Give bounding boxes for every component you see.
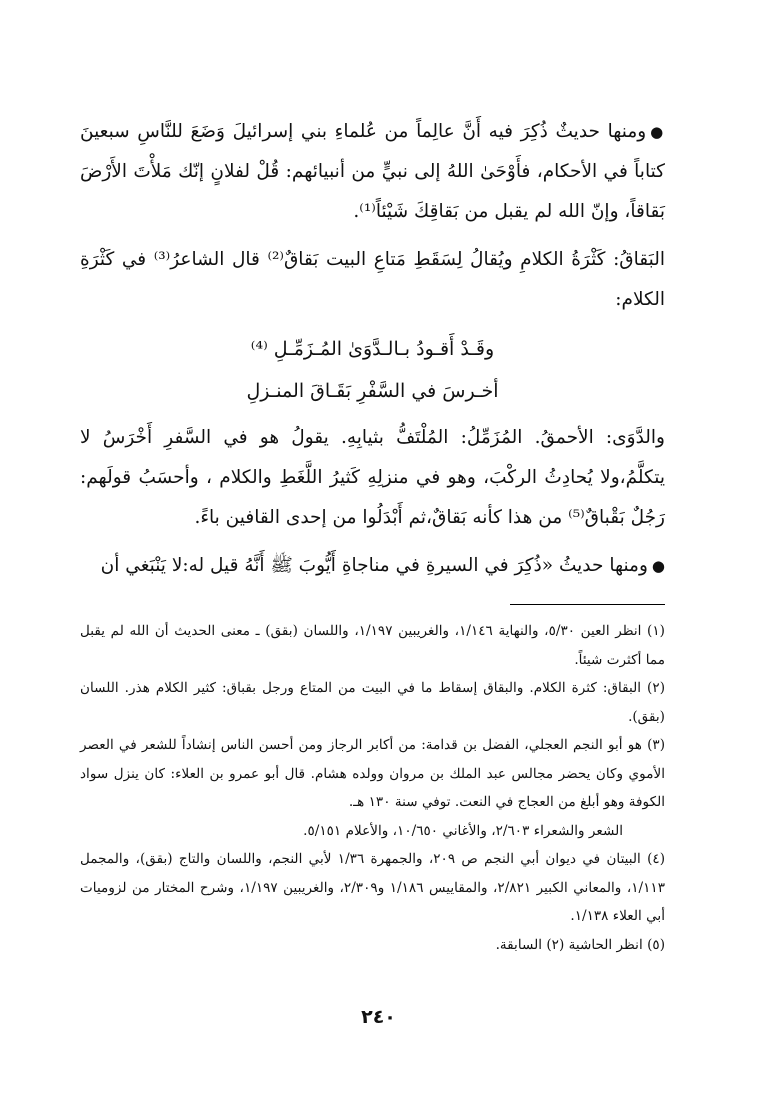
footnote-3-sources: الشعر والشعراء ٢/٦٠٣، والأغاني ١٠/٦٥٠، والأعلام ٥/١٥١. (303, 822, 623, 839)
footnote-2: (٢) البقاق: كثرة الكلام. والبقاق إسقاط ما في البيت من المتاع ورجل بقباق: كثير الكلام هذر. اللسان (بقق). (80, 680, 665, 725)
footnote-divider (510, 604, 665, 605)
verse-line-1: وقَـدْ أَقـودُ بـالـدَّوَىٰ المُـزَمِّـلِ ⁽⁴⁾ (250, 338, 495, 360)
footnote-4: (٤) البيتان في ديوان أبي النجم ص ٢٠٩، والجمهرة ١/٣٦ لأبي النجم، واللسان والتاج (بقق)، والمجمل ١/١١٣، والمعاني الكبير ٢/٨٢١، والمقاييس ١/١٨٦ و٢/٣٠٩، والغريبين ١/١٩٧، وشرح المختار من لزوميات أبي العلاء ١/١٣٨. (80, 851, 666, 924)
paragraph-2: البَقاقُ: كَثْرَةُ الكلامِ ويُقالُ لِسَقَطِ مَتاعِ البيت بَقاقٌ⁽²⁾ قال الشاعرُ⁽³⁾ في كَثْرَةِ الكلام: (80, 249, 666, 310)
paragraph-3: والدَّوَى: الأحمقُ. المُزَمِّلُ: المُلْتَفُّ بثيابِهِ. يقولُ هو في السَّفرِ أَخْرَسُ لا يتكلَّمُ،ولا يُحادِثُ الركْبَ، وهو في منزلِهِ كَثيرُ اللَّغَطِ والكلام ، وأحسَبُ قولَهم: رَجُلٌ بَقْباقٌ⁽⁵⁾ من هذا كأنه بَقاقٌ،ثم أَبْدَلُوا من إحدى القافين باءً. (80, 427, 665, 528)
verse-line-2: أخـرسَ في السَّفْرِ بَقَـاقَ المنـزلِ (246, 380, 499, 402)
poem-verse (80, 328, 665, 412)
bullet-icon: ● (651, 557, 665, 575)
page-body (80, 112, 665, 1072)
main-text (80, 112, 665, 586)
paragraph-1: ●ومنها حديثٌ ذُكِرَ فيه أَنَّ عالِماً من عُلماءِ بني إسرائيلَ وَضَعَ للنَّاسِ سبعينَ كتاباً في الأحكام، فأَوْحَىٰ اللهُ إلى نبيٍّ من أنبيائهم: قُلْ لفلانٍ إنّك مَلأْتَ الأَرْضَ بَقاقاً، وإنّ الله لم يقبل من بَقاقِكَ شَيْئاً⁽¹⁾. (80, 121, 665, 222)
paragraph-4: ●ومنها حديثُ «ذُكِرَ في السيرةِ في مناجاةِ أَيُّوبَ ﷺ أَنَّهُ قيل له:لا يَنْبَغي أن (100, 555, 665, 576)
footnote-5: (٥) انظر الحاشية (٢) السابقة. (495, 936, 665, 953)
footnote-3: (٣) هو أبو النجم العجلي، الفضل بن قدامة: من أكابر الرجاز ومن أحسن الناس إنشاداً للشعر في العصر الأموي وكان يحضر مجالس عبد الملك بن مروان وولده هشام. قال أبو عمرو بن العلاء: كان ينزل سواد الكوفة وهو أبلغ من العجاج في النعت. توفي سنة ١٣٠ هـ. (80, 737, 665, 810)
footnote-1: (١) انظر العين ٥/٣٠، والنهاية ١/١٤٦، والغريبين ١/١٩٧، واللسان (بقق) ـ معنى الحديث أن الله لم يقبل مما أكثرت شيئاً. (80, 623, 665, 668)
footnotes (80, 617, 665, 959)
bullet-icon: ● (650, 123, 665, 141)
page-number: ٢٤٠ (361, 1006, 396, 1028)
